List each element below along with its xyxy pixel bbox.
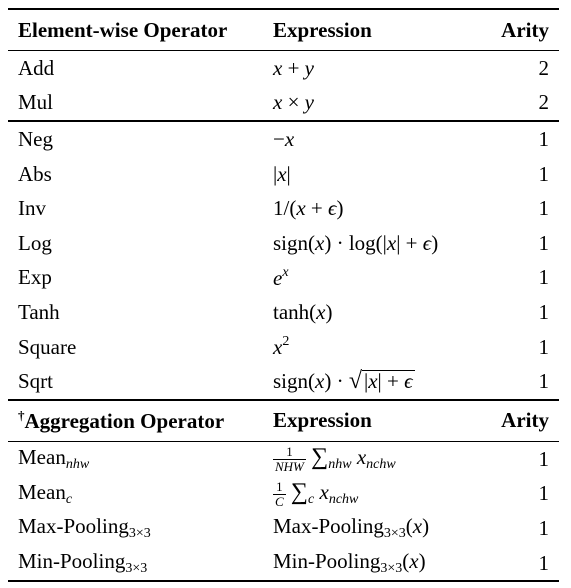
sqrt-radical: √|x| + ϵ (348, 368, 413, 395)
expression: x × y (273, 90, 314, 115)
operator-name: Exp (18, 265, 52, 290)
table-row (8, 511, 559, 546)
expression: $x^2$ (273, 334, 290, 360)
operator-name: Log (18, 230, 52, 255)
table-row (8, 86, 559, 122)
arity: 1 (538, 481, 549, 506)
operator-name: Min-Pooling$_{3\times 3}$ (8, 546, 263, 582)
col-header-operator: Element-wise Operator (8, 9, 263, 51)
arity: 2 (493, 51, 559, 86)
operator-name: Sqrt (18, 369, 54, 394)
operator-name: Inv (18, 196, 46, 221)
col-header-agg-expression: Expression (263, 400, 493, 442)
operator-name: Max-Pooling$_{3\times 3}$ (18, 514, 151, 542)
table-row (8, 330, 559, 365)
operator-name: Meanc (18, 479, 73, 507)
expression: |x| (273, 161, 291, 186)
expression: 1/(x + ϵ) (273, 196, 344, 221)
expression: $e^x$ (273, 264, 289, 290)
expression: Max-Pooling$_{3\times 3}$(x) (273, 514, 430, 542)
operator-name: Square (18, 334, 77, 359)
table-row (8, 441, 559, 476)
table-row (8, 295, 559, 330)
arity: 1 (538, 161, 549, 186)
arity: 1 (538, 369, 549, 394)
operator-name: Mul (18, 90, 54, 115)
operator-table (8, 8, 559, 582)
operator-name: Neg (8, 121, 263, 157)
table-row (8, 121, 559, 157)
agg-header-row (8, 400, 559, 442)
arity: 1 (538, 334, 549, 359)
expression: $\frac{1}{C}$ ∑c xnchw (275, 478, 359, 509)
header-row (8, 9, 559, 51)
table-row (8, 226, 559, 261)
arity: 1 (538, 265, 549, 290)
table-row (8, 546, 559, 582)
arity: 2 (538, 90, 549, 115)
expression: sign(x) · log(|x| + ϵ) (273, 230, 439, 255)
arity: 1 (493, 441, 559, 476)
expression: x + y (263, 51, 493, 86)
arity: 1 (538, 230, 549, 255)
expression: tanh(x) (273, 299, 333, 324)
dagger-mark: † (18, 407, 25, 423)
col-header-expression: Expression (263, 9, 493, 51)
table-row (8, 51, 559, 86)
arity: 1 (538, 515, 549, 540)
table-row (8, 477, 559, 512)
expression: −x (263, 121, 493, 157)
arity: 1 (493, 546, 559, 582)
expression: sign(x) · √|x| + ϵ (273, 368, 413, 395)
operator-name: Abs (18, 161, 52, 186)
table-row (8, 157, 559, 192)
arity: 1 (538, 299, 549, 324)
col-header-agg-arity: Arity (493, 400, 559, 442)
col-header-agg-operator: †Aggregation Operator (8, 400, 263, 442)
arity: 1 (493, 121, 559, 157)
operator-name: Tanh (18, 299, 60, 324)
arity: 1 (538, 196, 549, 221)
expression: Min-Pooling$_{3\times 3}$(x) (263, 546, 493, 582)
operator-name: Meannhw (8, 441, 263, 476)
table-row (8, 261, 559, 296)
table-row (8, 191, 559, 226)
table-row (8, 364, 559, 400)
expression: $\frac{1}{\text{NHW}}$ ∑nhw xnchw (263, 441, 493, 476)
col-header-arity: Arity (493, 9, 559, 51)
operator-name: Add (8, 51, 263, 86)
